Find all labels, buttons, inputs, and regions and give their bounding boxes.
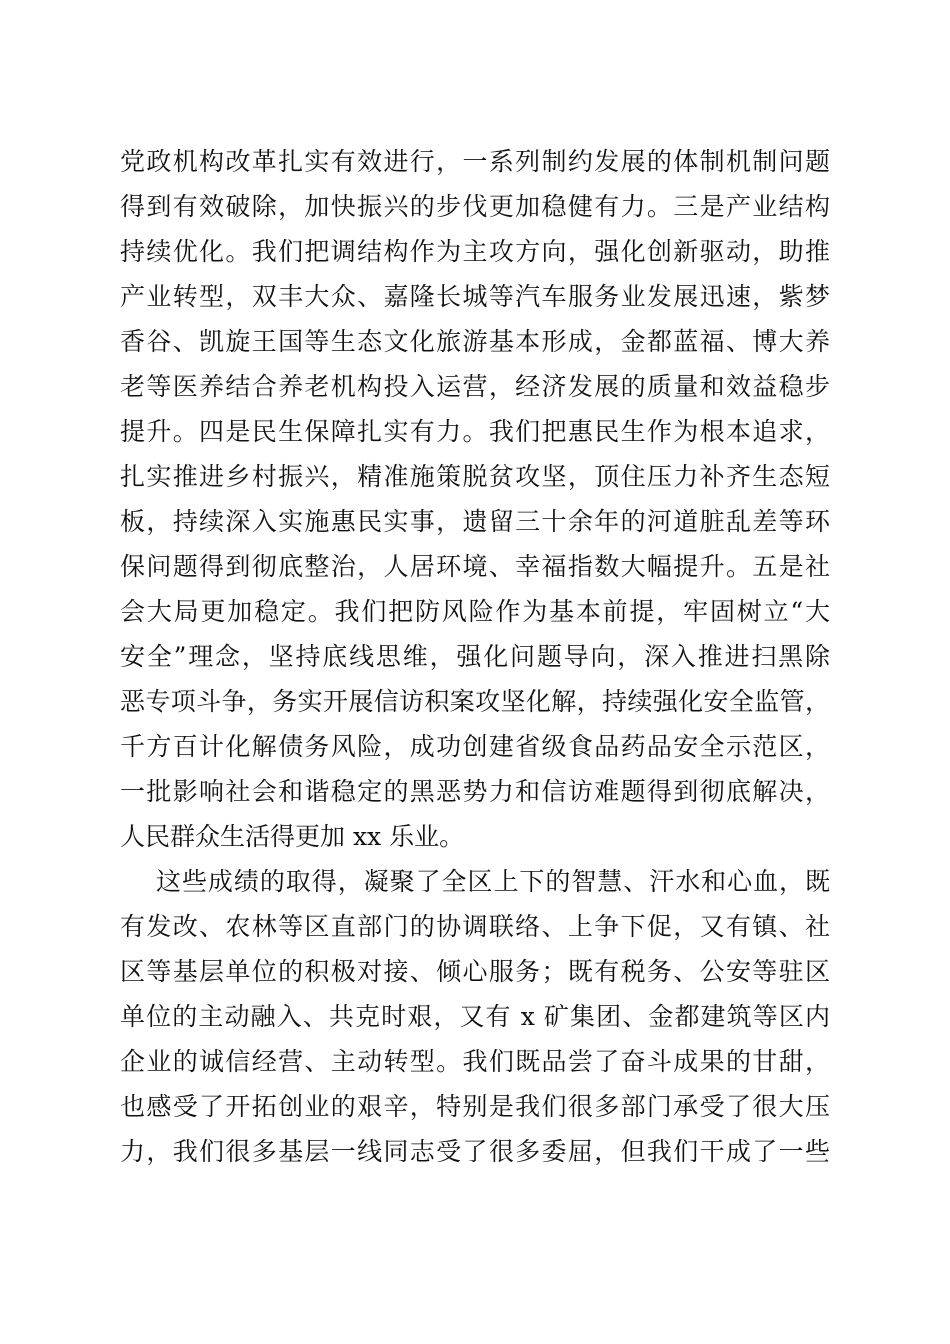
- text-line: 保问题得到彻底整治，人居环境、幸福指数大幅提升。五是社: [120, 552, 830, 581]
- text-line: 香谷、凯旋王国等生态文化旅游基本形成，金都蓝福、博大养: [120, 327, 830, 356]
- text-line: 一批影响社会和谐稳定的黑恶势力和信访难题得到彻底解决，: [120, 777, 830, 806]
- text-line: 老等医养结合养老机构投入运营，经济发展的质量和效益稳步: [120, 372, 830, 401]
- text-line: 提升。四是民生保障扎实有力。我们把惠民生作为根本追求，: [120, 417, 830, 446]
- text-line: 得到有效破除，加快振兴的步伐更加稳健有力。三是产业结构: [120, 192, 830, 221]
- text-line: 这些成绩的取得，凝聚了全区上下的智慧、汗水和心血，既: [156, 867, 830, 896]
- text-line: 会大局更加稳定。我们把防风险作为基本前提，牢固树立“大: [120, 597, 830, 626]
- text-line: 千方百计化解债务风险，成功创建省级食品药品安全示范区，: [120, 732, 830, 761]
- text-line: 区等基层单位的积极对接、倾心服务；既有税务、公安等驻区: [120, 957, 830, 986]
- text-line: 恶专项斗争，务实开展信访积案攻坚化解，持续强化安全监管，: [120, 687, 830, 716]
- text-line: 党政机构改革扎实有效进行，一系列制约发展的体制机制问题: [120, 147, 830, 176]
- text-line: 产业转型，双丰大众、嘉隆长城等汽车服务业发展迅速，紫梦: [120, 282, 830, 311]
- text-line: 持续优化。我们把调结构作为主攻方向，强化创新驱动，助推: [120, 237, 830, 266]
- text-line: 板，持续深入实施惠民实事，遗留三十余年的河道脏乱差等环: [120, 507, 830, 536]
- text-line: 扎实推进乡村振兴，精准施策脱贫攻坚，顶住压力补齐生态短: [120, 462, 830, 491]
- text-line: 安全”理念，坚持底线思维，强化问题导向，深入推进扫黑除: [120, 642, 830, 671]
- text-line: 人民群众生活得更加 xx 乐业。: [120, 822, 465, 851]
- text-line: 企业的诚信经营、主动转型。我们既品尝了奋斗成果的甘甜，: [120, 1047, 830, 1076]
- text-line: 有发改、农林等区直部门的协调联络、上争下促，又有镇、社: [120, 912, 830, 941]
- text-line: 力，我们很多基层一线同志受了很多委屈，但我们干成了一些: [120, 1137, 830, 1166]
- text-line: 也感受了开拓创业的艰辛，特别是我们很多部门承受了很大压: [120, 1092, 830, 1121]
- text-line: 单位的主动融入、共克时艰，又有 x 矿集团、金都建筑等区内: [120, 1002, 830, 1031]
